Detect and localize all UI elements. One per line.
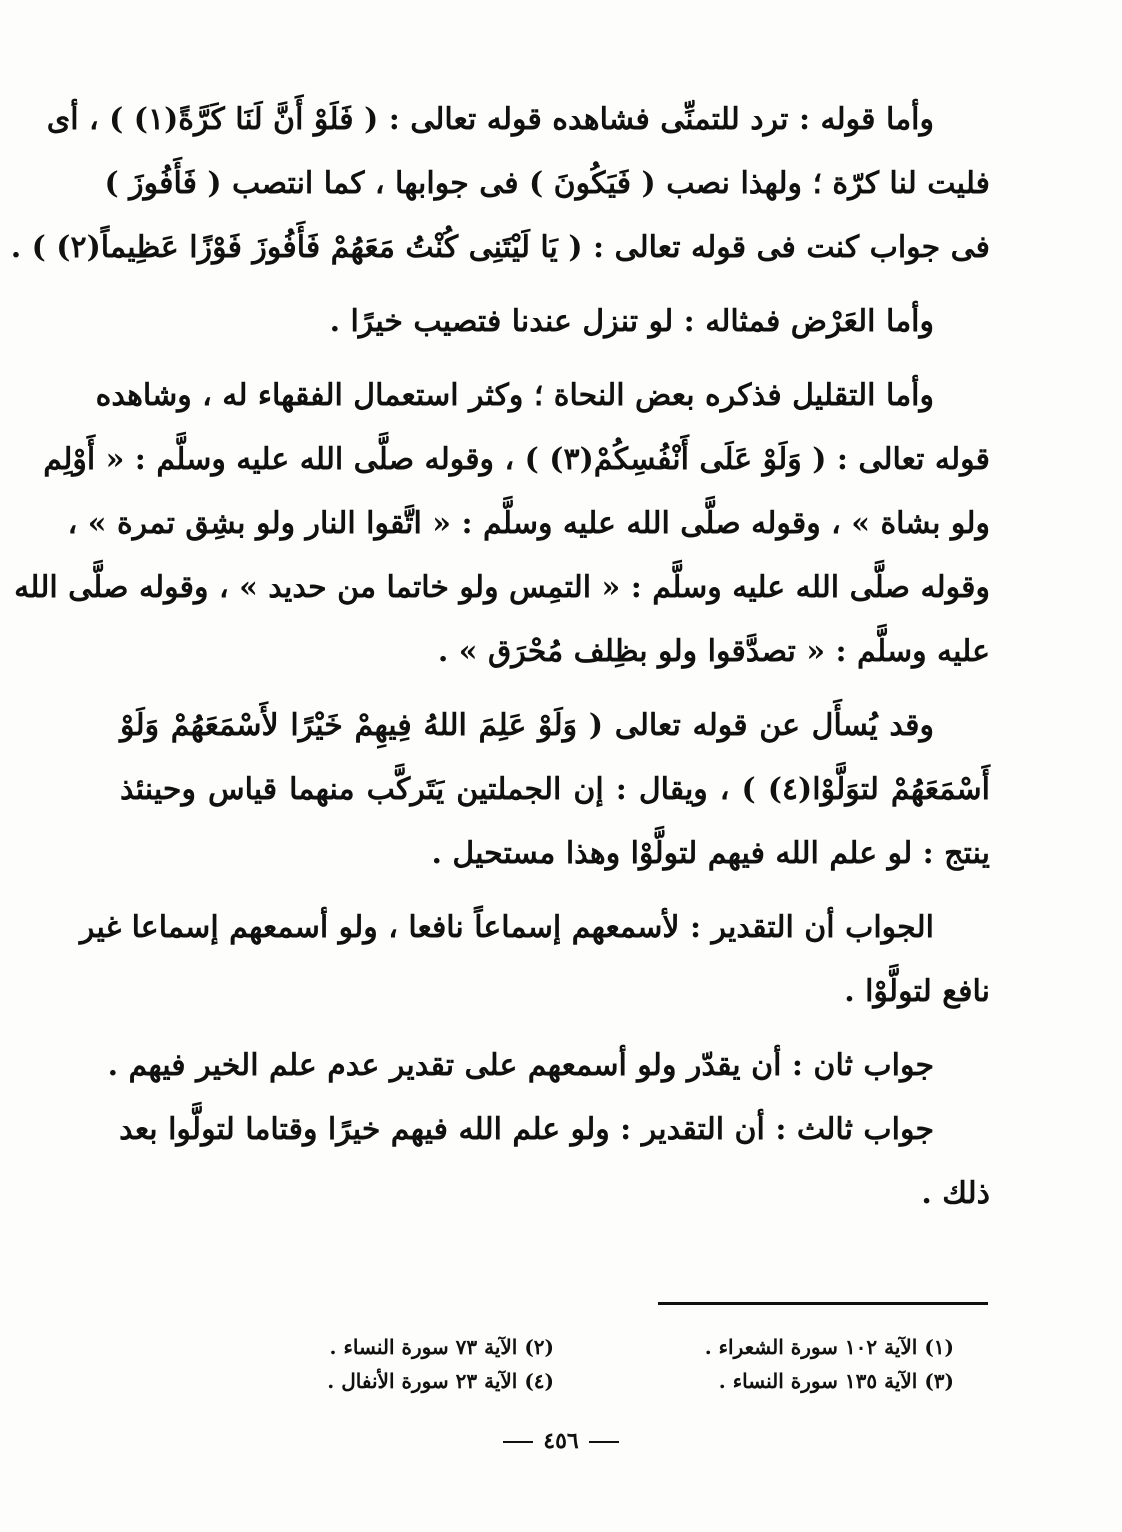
- text-line: وأما العَرْض فمثاله : لو تنزل عندنا فتصيب خيرًا .: [329, 304, 934, 339]
- footnotes-right-column: [684, 1330, 954, 1398]
- text-line: وقوله صلَّى الله عليه وسلَّم : « التمِس ولو خاتما من حديد » ، وقوله صلَّى الله: [14, 570, 990, 605]
- text-line: عليه وسلَّم : « تصدَّقوا ولو بظِلف مُحْرَق » .: [437, 634, 990, 669]
- text-line: قوله تعالى : ( وَلَوْ عَلَى أَنْفُسِكُمْ(٣) ) ، وقوله صلَّى الله عليه وسلَّم : « أَوْلِم: [43, 442, 990, 477]
- text-line: وقد يُسأَل عن قوله تعالى ( وَلَوْ عَلِمَ اللهُ فِيهِمْ خَيْرًا لأَسْمَعَهُمْ وَلَوْ: [120, 708, 934, 743]
- text-line: أَسْمَعَهُمْ لتوَلَّوْا(٤) ) ، ويقال : إن الجملتين يَتَركَّب منهما قياس وحينئذ: [120, 772, 991, 807]
- page-number: [0, 1428, 1122, 1454]
- footnote: (٤) الآية ٢٣ سورة الأنفال .: [327, 1369, 554, 1393]
- dash-decoration: [503, 1441, 533, 1443]
- text-line: الجواب أن التقدير : لأسمعهم إسماعاً نافعا ، ولو أسمعهم إسماعا غير: [79, 910, 934, 945]
- dash-decoration: [589, 1441, 619, 1443]
- text-line: جواب ثان : أن يقدّر ولو أسمعهم على تقدير عدم علم الخير فيهم .: [107, 1048, 934, 1083]
- text-line: ذلك .: [921, 1176, 990, 1211]
- text-line: وأما التقليل فذكره بعض النحاة ؛ وكثر استعمال الفقهاء له ، وشاهده: [95, 378, 934, 413]
- footnote: (١) الآية ١٠٢ سورة الشعراء .: [704, 1335, 954, 1359]
- footnote: (٢) الآية ٧٣ سورة النساء .: [329, 1335, 554, 1359]
- text-line: ينتج : لو علم الله فيهم لتولَّوْا وهذا مستحيل .: [431, 836, 990, 871]
- text-line: جواب ثالث : أن التقدير : ولو علم الله فيهم خيرًا وقتاما لتولَّوا بعد: [119, 1112, 934, 1147]
- main-text: [10, 88, 991, 1226]
- footnotes-left-column: [284, 1330, 554, 1398]
- footnote-divider: [658, 1302, 988, 1305]
- page-number-text: ٤٥٦: [543, 1428, 579, 1454]
- text-line: وأما قوله : ترد للتمنِّى فشاهده قوله تعالى : ( فَلَوْ أَنَّ لَنَا كَرَّةً(١) ) ، أى: [46, 102, 934, 137]
- text-line: نافع لتولَّوْا .: [844, 974, 990, 1009]
- footnote: (٣) الآية ١٣٥ سورة النساء .: [718, 1369, 954, 1393]
- text-line: فليت لنا كرّة ؛ ولهذا نصب ( فَيَكُونَ ) فى جوابها ، كما انتصب ( فَأَفُوزَ ): [104, 166, 990, 201]
- text-line: ولو بشاة » ، وقوله صلَّى الله عليه وسلَّم : « اتَّقوا النار ولو بشِق تمرة » ،: [67, 506, 990, 541]
- text-line: فى جواب كنت فى قوله تعالى : ( يَا لَيْتَنِى كُنْتُ مَعَهُمْ فَأَفُوزَ فَوْزًا عَظِيماً(٢) ) .: [10, 230, 990, 265]
